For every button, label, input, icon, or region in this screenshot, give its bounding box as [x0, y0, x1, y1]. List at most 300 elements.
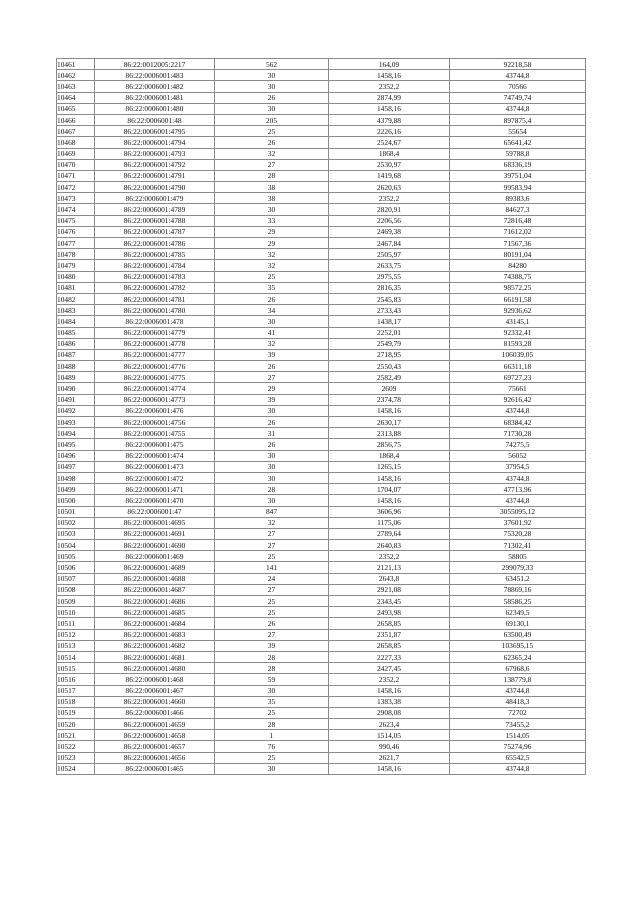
cadastral-number-cell: 86:22:0006001:482	[95, 81, 215, 92]
row-number-cell: 10464	[57, 92, 95, 103]
row-number-cell: 10480	[57, 271, 95, 282]
area-cell: 38	[215, 182, 329, 193]
table-row	[57, 193, 586, 204]
cadastral-number-cell: 86:22:0006001:4776	[95, 361, 215, 372]
total-value-cell: 43145,1	[450, 316, 586, 327]
cadastral-number-cell: 86:22:0006001:4687	[95, 584, 215, 595]
table-row	[57, 372, 586, 383]
table-row	[57, 763, 586, 774]
cadastral-number-cell: 86:22:0006001:4684	[95, 618, 215, 629]
unit-value-cell: 990,46	[329, 741, 450, 752]
total-value-cell: 92218,58	[450, 59, 586, 70]
area-cell: 26	[215, 361, 329, 372]
cadastral-number-cell: 86:22:0006001:4688	[95, 573, 215, 584]
unit-value-cell: 1868,4	[329, 450, 450, 461]
cadastral-number-cell: 86:22:0006001:48	[95, 114, 215, 125]
area-cell: 32	[215, 517, 329, 528]
area-cell: 30	[215, 763, 329, 774]
total-value-cell: 75661	[450, 383, 586, 394]
table-row	[57, 305, 586, 316]
area-cell: 76	[215, 741, 329, 752]
table-row	[57, 495, 586, 506]
row-number-cell: 10503	[57, 528, 95, 539]
area-cell: 29	[215, 383, 329, 394]
cadastral-number-cell: 86:22:0006001:4779	[95, 327, 215, 338]
row-number-cell: 10510	[57, 607, 95, 618]
table-row	[57, 607, 586, 618]
unit-value-cell: 2643,8	[329, 573, 450, 584]
cadastral-number-cell: 86:22:0006001:475	[95, 439, 215, 450]
area-cell: 39	[215, 349, 329, 360]
row-number-cell: 10481	[57, 282, 95, 293]
unit-value-cell: 2343,45	[329, 596, 450, 607]
area-cell: 33	[215, 215, 329, 226]
unit-value-cell: 2524,67	[329, 137, 450, 148]
unit-value-cell: 2206,56	[329, 215, 450, 226]
cadastral-number-cell: 86:22:0006001:4785	[95, 249, 215, 260]
unit-value-cell: 2640,83	[329, 540, 450, 551]
area-cell: 34	[215, 305, 329, 316]
area-cell: 1	[215, 730, 329, 741]
table-row	[57, 137, 586, 148]
total-value-cell: 92936,62	[450, 305, 586, 316]
area-cell: 27	[215, 540, 329, 551]
area-cell: 30	[215, 472, 329, 483]
table-row	[57, 361, 586, 372]
table-row	[57, 730, 586, 741]
table-row	[57, 741, 586, 752]
area-cell: 27	[215, 159, 329, 170]
unit-value-cell: 2908,08	[329, 707, 450, 718]
total-value-cell: 106039,05	[450, 349, 586, 360]
total-value-cell: 43744,8	[450, 685, 586, 696]
cadastral-number-cell: 86:22:0006001:4774	[95, 383, 215, 394]
total-value-cell: 75320,28	[450, 528, 586, 539]
cadastral-number-cell: 86:22:0006001:478	[95, 316, 215, 327]
area-cell: 30	[215, 495, 329, 506]
unit-value-cell: 2550,43	[329, 361, 450, 372]
unit-value-cell: 1458,16	[329, 472, 450, 483]
total-value-cell: 63451,2	[450, 573, 586, 584]
area-cell: 38	[215, 193, 329, 204]
table-row	[57, 148, 586, 159]
unit-value-cell: 2352,2	[329, 551, 450, 562]
total-value-cell: 65641,42	[450, 137, 586, 148]
cadastral-number-cell: 86:22:0006001:479	[95, 193, 215, 204]
data-table	[56, 58, 586, 775]
total-value-cell: 99583,94	[450, 182, 586, 193]
cadastral-number-cell: 86:22:0006001:473	[95, 461, 215, 472]
row-number-cell: 10516	[57, 674, 95, 685]
unit-value-cell: 1383,38	[329, 696, 450, 707]
total-value-cell: 62349,5	[450, 607, 586, 618]
row-number-cell: 10513	[57, 640, 95, 651]
total-value-cell: 43744,8	[450, 103, 586, 114]
row-number-cell: 10524	[57, 763, 95, 774]
area-cell: 205	[215, 114, 329, 125]
row-number-cell: 10482	[57, 293, 95, 304]
row-number-cell: 10492	[57, 405, 95, 416]
table-row	[57, 103, 586, 114]
cadastral-number-cell: 86:22:0012005:2217	[95, 59, 215, 70]
table-row	[57, 428, 586, 439]
row-number-cell: 10491	[57, 394, 95, 405]
total-value-cell: 3055095,12	[450, 506, 586, 517]
table-row	[57, 170, 586, 181]
total-value-cell: 48418,3	[450, 696, 586, 707]
total-value-cell: 84627,3	[450, 204, 586, 215]
unit-value-cell: 2609	[329, 383, 450, 394]
unit-value-cell: 2623,4	[329, 719, 450, 730]
cadastral-number-cell: 86:22:0006001:480	[95, 103, 215, 114]
cadastral-number-cell: 86:22:0006001:4680	[95, 663, 215, 674]
cadastral-number-cell: 86:22:0006001:4775	[95, 372, 215, 383]
unit-value-cell: 2921,08	[329, 584, 450, 595]
row-number-cell: 10515	[57, 663, 95, 674]
unit-value-cell: 1458,16	[329, 405, 450, 416]
table-row	[57, 685, 586, 696]
total-value-cell: 43744,8	[450, 70, 586, 81]
area-cell: 59	[215, 674, 329, 685]
cadastral-number-cell: 86:22:0006001:4787	[95, 226, 215, 237]
cadastral-number-cell: 86:22:0006001:471	[95, 484, 215, 495]
total-value-cell: 74749,74	[450, 92, 586, 103]
area-cell: 32	[215, 148, 329, 159]
area-cell: 562	[215, 59, 329, 70]
area-cell: 25	[215, 551, 329, 562]
area-cell: 30	[215, 461, 329, 472]
row-number-cell: 10471	[57, 170, 95, 181]
total-value-cell: 37601,92	[450, 517, 586, 528]
total-value-cell: 62365,24	[450, 651, 586, 662]
table-row	[57, 439, 586, 450]
row-number-cell: 10508	[57, 584, 95, 595]
unit-value-cell: 2313,88	[329, 428, 450, 439]
area-cell: 25	[215, 707, 329, 718]
table-row	[57, 238, 586, 249]
area-cell: 26	[215, 92, 329, 103]
total-value-cell: 69727,23	[450, 372, 586, 383]
area-cell: 26	[215, 439, 329, 450]
table-row	[57, 159, 586, 170]
row-number-cell: 10511	[57, 618, 95, 629]
unit-value-cell: 2252,01	[329, 327, 450, 338]
area-cell: 25	[215, 596, 329, 607]
area-cell: 26	[215, 618, 329, 629]
table-row	[57, 293, 586, 304]
table-row	[57, 596, 586, 607]
row-number-cell: 10501	[57, 506, 95, 517]
total-value-cell: 103695,15	[450, 640, 586, 651]
unit-value-cell: 2530,97	[329, 159, 450, 170]
table-body	[57, 59, 586, 775]
table-row	[57, 562, 586, 573]
row-number-cell: 10470	[57, 159, 95, 170]
table-row	[57, 461, 586, 472]
unit-value-cell: 2658,85	[329, 640, 450, 651]
table-row	[57, 696, 586, 707]
unit-value-cell: 2467,84	[329, 238, 450, 249]
cadastral-number-cell: 86:22:0006001:4682	[95, 640, 215, 651]
row-number-cell: 10477	[57, 238, 95, 249]
unit-value-cell: 2549,79	[329, 338, 450, 349]
cadastral-number-cell: 86:22:0006001:4773	[95, 394, 215, 405]
unit-value-cell: 2493,98	[329, 607, 450, 618]
table-row	[57, 260, 586, 271]
total-value-cell: 81593,28	[450, 338, 586, 349]
table-row	[57, 450, 586, 461]
unit-value-cell: 1458,16	[329, 70, 450, 81]
area-cell: 32	[215, 260, 329, 271]
cadastral-number-cell: 86:22:0006001:4690	[95, 540, 215, 551]
unit-value-cell: 3606,96	[329, 506, 450, 517]
unit-value-cell: 2620,63	[329, 182, 450, 193]
unit-value-cell: 2582,49	[329, 372, 450, 383]
cadastral-number-cell: 86:22:0006001:467	[95, 685, 215, 696]
unit-value-cell: 2856,75	[329, 439, 450, 450]
cadastral-number-cell: 86:22:0006001:469	[95, 551, 215, 562]
total-value-cell: 66311,18	[450, 361, 586, 372]
unit-value-cell: 1704,07	[329, 484, 450, 495]
cadastral-number-cell: 86:22:0006001:4780	[95, 305, 215, 316]
row-number-cell: 10519	[57, 707, 95, 718]
row-number-cell: 10475	[57, 215, 95, 226]
row-number-cell: 10467	[57, 126, 95, 137]
area-cell: 30	[215, 81, 329, 92]
table-row	[57, 204, 586, 215]
row-number-cell: 10466	[57, 114, 95, 125]
total-value-cell: 897875,4	[450, 114, 586, 125]
unit-value-cell: 2630,17	[329, 417, 450, 428]
row-number-cell: 10522	[57, 741, 95, 752]
total-value-cell: 69130,1	[450, 618, 586, 629]
table-row	[57, 719, 586, 730]
table-row	[57, 327, 586, 338]
area-cell: 30	[215, 316, 329, 327]
row-number-cell: 10479	[57, 260, 95, 271]
total-value-cell: 138779,8	[450, 674, 586, 685]
total-value-cell: 65542,5	[450, 752, 586, 763]
total-value-cell: 47713,96	[450, 484, 586, 495]
cadastral-number-cell: 86:22:0006001:4689	[95, 562, 215, 573]
total-value-cell: 55654	[450, 126, 586, 137]
area-cell: 41	[215, 327, 329, 338]
unit-value-cell: 4379,88	[329, 114, 450, 125]
total-value-cell: 58586,25	[450, 596, 586, 607]
cadastral-number-cell: 86:22:0006001:483	[95, 70, 215, 81]
cadastral-number-cell: 86:22:0006001:4783	[95, 271, 215, 282]
row-number-cell: 10493	[57, 417, 95, 428]
unit-value-cell: 2427,45	[329, 663, 450, 674]
row-number-cell: 10505	[57, 551, 95, 562]
table-row	[57, 282, 586, 293]
area-cell: 39	[215, 640, 329, 651]
row-number-cell: 10468	[57, 137, 95, 148]
cadastral-number-cell: 86:22:0006001:4656	[95, 752, 215, 763]
area-cell: 32	[215, 338, 329, 349]
table-row	[57, 405, 586, 416]
total-value-cell: 39751,04	[450, 170, 586, 181]
cadastral-number-cell: 86:22:0006001:4657	[95, 741, 215, 752]
cadastral-number-cell: 86:22:0006001:4782	[95, 282, 215, 293]
total-value-cell: 63500,49	[450, 629, 586, 640]
unit-value-cell: 2352,2	[329, 193, 450, 204]
total-value-cell: 59788,8	[450, 148, 586, 159]
total-value-cell: 74275,5	[450, 439, 586, 450]
unit-value-cell: 1868,4	[329, 148, 450, 159]
total-value-cell: 43744,8	[450, 472, 586, 483]
unit-value-cell: 1458,16	[329, 763, 450, 774]
total-value-cell: 68336,19	[450, 159, 586, 170]
cadastral-number-cell: 86:22:0006001:470	[95, 495, 215, 506]
row-number-cell: 10486	[57, 338, 95, 349]
unit-value-cell: 1458,16	[329, 495, 450, 506]
unit-value-cell: 2121,13	[329, 562, 450, 573]
area-cell: 30	[215, 204, 329, 215]
table-row	[57, 517, 586, 528]
table-row	[57, 707, 586, 718]
total-value-cell: 92332,41	[450, 327, 586, 338]
total-value-cell: 66191,58	[450, 293, 586, 304]
area-cell: 27	[215, 372, 329, 383]
total-value-cell: 92616,42	[450, 394, 586, 405]
area-cell: 25	[215, 271, 329, 282]
table-row	[57, 573, 586, 584]
cadastral-number-cell: 86:22:0006001:4681	[95, 651, 215, 662]
area-cell: 30	[215, 405, 329, 416]
cadastral-number-cell: 86:22:0006001:466	[95, 707, 215, 718]
table-row	[57, 394, 586, 405]
table-row	[57, 663, 586, 674]
total-value-cell: 58805	[450, 551, 586, 562]
unit-value-cell: 2469,38	[329, 226, 450, 237]
area-cell: 27	[215, 584, 329, 595]
area-cell: 26	[215, 137, 329, 148]
area-cell: 30	[215, 450, 329, 461]
unit-value-cell: 2226,16	[329, 126, 450, 137]
table-row	[57, 349, 586, 360]
cadastral-number-cell: 86:22:0006001:47	[95, 506, 215, 517]
table-row	[57, 70, 586, 81]
total-value-cell: 70566	[450, 81, 586, 92]
table-row	[57, 551, 586, 562]
area-cell: 29	[215, 226, 329, 237]
unit-value-cell: 1458,16	[329, 685, 450, 696]
row-number-cell: 10496	[57, 450, 95, 461]
total-value-cell: 80191,04	[450, 249, 586, 260]
table-row	[57, 182, 586, 193]
unit-value-cell: 2621,7	[329, 752, 450, 763]
total-value-cell: 71302,41	[450, 540, 586, 551]
cadastral-number-cell: 86:22:0006001:4756	[95, 417, 215, 428]
table-row	[57, 249, 586, 260]
row-number-cell: 10474	[57, 204, 95, 215]
table-row	[57, 584, 586, 595]
row-number-cell: 10509	[57, 596, 95, 607]
cadastral-number-cell: 86:22:0006001:4789	[95, 204, 215, 215]
table-row	[57, 92, 586, 103]
row-number-cell: 10497	[57, 461, 95, 472]
row-number-cell: 10489	[57, 372, 95, 383]
total-value-cell: 43744,8	[450, 763, 586, 774]
row-number-cell: 10469	[57, 148, 95, 159]
unit-value-cell: 2227,33	[329, 651, 450, 662]
unit-value-cell: 1438,17	[329, 316, 450, 327]
cadastral-number-cell: 86:22:0006001:4792	[95, 159, 215, 170]
unit-value-cell: 2816,35	[329, 282, 450, 293]
cadastral-number-cell: 86:22:0006001:4790	[95, 182, 215, 193]
total-value-cell: 43744,8	[450, 495, 586, 506]
area-cell: 31	[215, 428, 329, 439]
cadastral-number-cell: 86:22:0006001:4659	[95, 719, 215, 730]
total-value-cell: 56052	[450, 450, 586, 461]
row-number-cell: 10499	[57, 484, 95, 495]
table-row	[57, 383, 586, 394]
row-number-cell: 10521	[57, 730, 95, 741]
cadastral-number-cell: 86:22:0006001:4658	[95, 730, 215, 741]
table-row	[57, 506, 586, 517]
cadastral-number-cell: 86:22:0006001:4784	[95, 260, 215, 271]
table-row	[57, 472, 586, 483]
unit-value-cell: 1175,06	[329, 517, 450, 528]
table-row	[57, 674, 586, 685]
table-row	[57, 618, 586, 629]
row-number-cell: 10495	[57, 439, 95, 450]
total-value-cell: 67968,6	[450, 663, 586, 674]
area-cell: 28	[215, 484, 329, 495]
cadastral-number-cell: 86:22:0006001:481	[95, 92, 215, 103]
area-cell: 27	[215, 629, 329, 640]
row-number-cell: 10520	[57, 719, 95, 730]
unit-value-cell: 2658,85	[329, 618, 450, 629]
total-value-cell: 71730,28	[450, 428, 586, 439]
area-cell: 35	[215, 696, 329, 707]
unit-value-cell: 1514,05	[329, 730, 450, 741]
unit-value-cell: 1458,16	[329, 103, 450, 114]
row-number-cell: 10461	[57, 59, 95, 70]
table-row	[57, 629, 586, 640]
area-cell: 26	[215, 293, 329, 304]
cadastral-number-cell: 86:22:0006001:472	[95, 472, 215, 483]
table-row	[57, 528, 586, 539]
table-row	[57, 417, 586, 428]
area-cell: 847	[215, 506, 329, 517]
area-cell: 30	[215, 70, 329, 81]
total-value-cell: 98572,25	[450, 282, 586, 293]
cadastral-number-cell: 86:22:0006001:4791	[95, 170, 215, 181]
area-cell: 28	[215, 170, 329, 181]
area-cell: 32	[215, 249, 329, 260]
table-row	[57, 114, 586, 125]
table-row	[57, 484, 586, 495]
cadastral-number-cell: 86:22:0006001:4695	[95, 517, 215, 528]
table-row	[57, 316, 586, 327]
row-number-cell: 10478	[57, 249, 95, 260]
area-cell: 24	[215, 573, 329, 584]
cadastral-number-cell: 86:22:0006001:4683	[95, 629, 215, 640]
row-number-cell: 10463	[57, 81, 95, 92]
row-number-cell: 10473	[57, 193, 95, 204]
total-value-cell: 43744,8	[450, 405, 586, 416]
cadastral-number-cell: 86:22:0006001:4778	[95, 338, 215, 349]
area-cell: 26	[215, 417, 329, 428]
total-value-cell: 71567,36	[450, 238, 586, 249]
area-cell: 141	[215, 562, 329, 573]
total-value-cell: 73455,2	[450, 719, 586, 730]
unit-value-cell: 1265,15	[329, 461, 450, 472]
total-value-cell: 84280	[450, 260, 586, 271]
table-row	[57, 651, 586, 662]
